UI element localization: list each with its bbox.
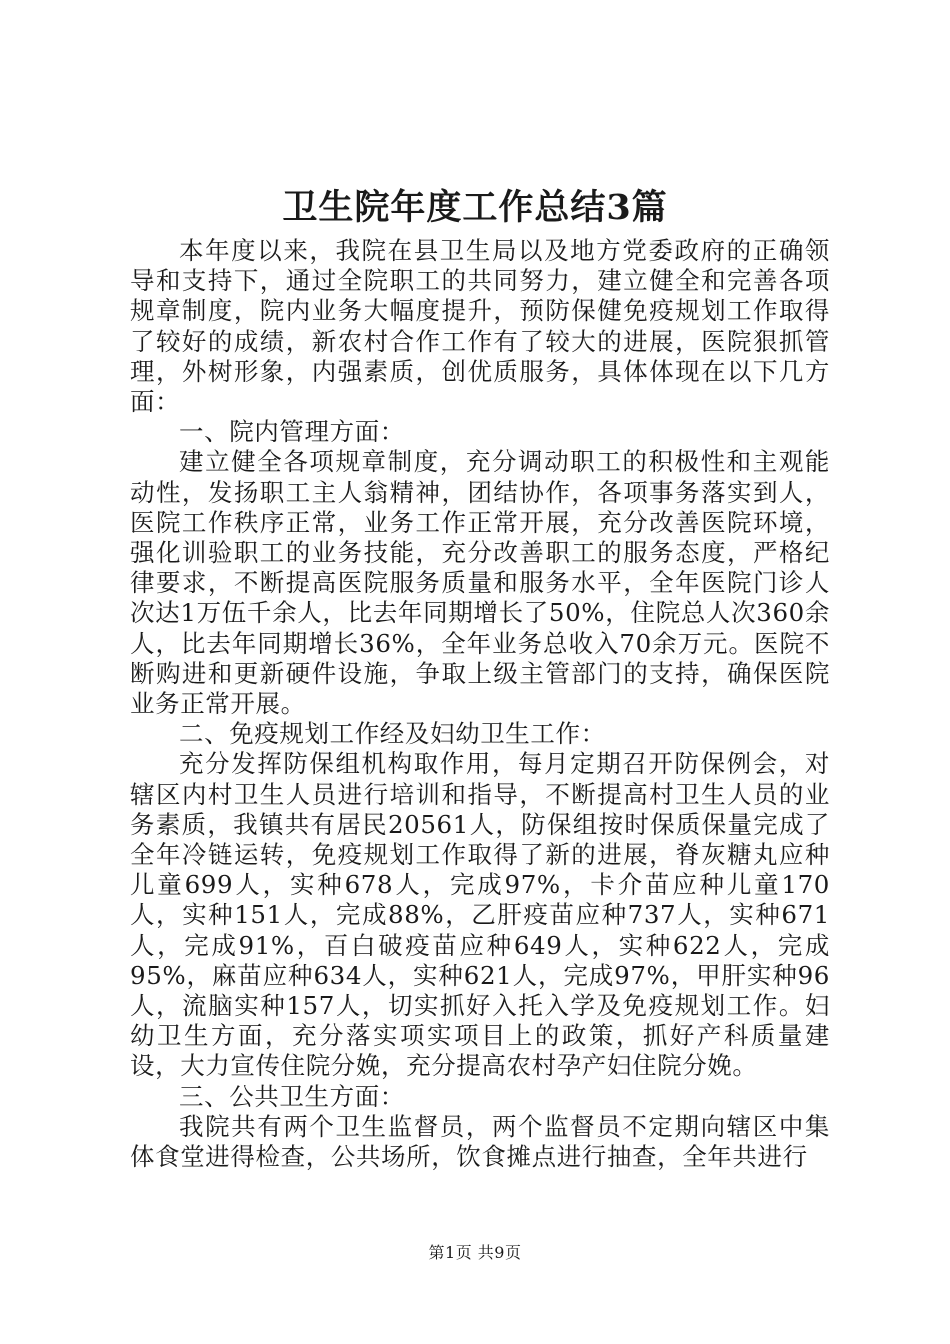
document-title: 卫生院年度工作总结3篇 [282,187,668,228]
paragraph-section-1: 建立健全各项规章制度，充分调动职工的积极性和主观能动性，发扬职工主人翁精神，团结协作，各项事务落实到人，医院工作秩序正常，业务工作正常开展，充分改善医院环境，强化训验职工的业务技能，充分改善职工的服务态度，严格纪律要求，不断提高医院服务质量和服务水平，全年医院门诊人次达1万伍千余人，比去年同期增长了50%，住院总人次360余人，比去年同期增长36%，全年业务总收入70余万元。医院不断购进和更新硬件设施，争取上级主管部门的支持，确保医院业务正常开展。 [130,447,830,719]
paragraph-section-3: 我院共有两个卫生监督员，两个监督员不定期向辖区中集体食堂进得检查，公共场所，饮食摊点进行抽查，全年共进行 [130,1111,830,1172]
document-body [130,236,830,1172]
paragraph-intro: 本年度以来，我院在县卫生局以及地方党委政府的正确领导和支持下，通过全院职工的共同努力，建立健全和完善各项规章制度，院内业务大幅度提升，预防保健免疫规划工作取得了较好的成绩，新农村合作工作有了较大的进展，医院狠抓管理，外树形象，内强素质，创优质服务，具体体现在以下几方面： [130,236,830,417]
page-footer: 第1页 共9页 [428,1243,522,1262]
paragraph-section-2: 充分发挥防保组机构取作用，每月定期召开防保例会，对辖区内村卫生人员进行培训和指导，不断提高村卫生人员的业务素质，我镇共有居民20561人，防保组按时保质保量完成了全年冷链运转，免疫规划工作取得了新的进展，脊灰糖丸应种儿童699人，实种678人，完成97%，卡介苗应种儿童170人，实种151人，完成88%，乙肝疫苗应种737人，实种671人，完成91%，百白破疫苗应种649人，实种622人，完成95%，麻苗应种634人，实种621人，完成97%，甲肝实种96人，流脑实种157人，切实抓好入托入学及免疫规划工作。妇幼卫生方面，充分落实项实项目上的政策，抓好产科质量建设，大力宣传住院分娩，充分提高农村孕产妇住院分娩。 [130,749,830,1081]
section-heading-1: 一、院内管理方面： [179,417,405,447]
section-heading-3: 三、公共卫生方面： [179,1081,405,1111]
section-heading-2: 二、免疫规划工作经及妇幼卫生工作： [179,719,606,749]
